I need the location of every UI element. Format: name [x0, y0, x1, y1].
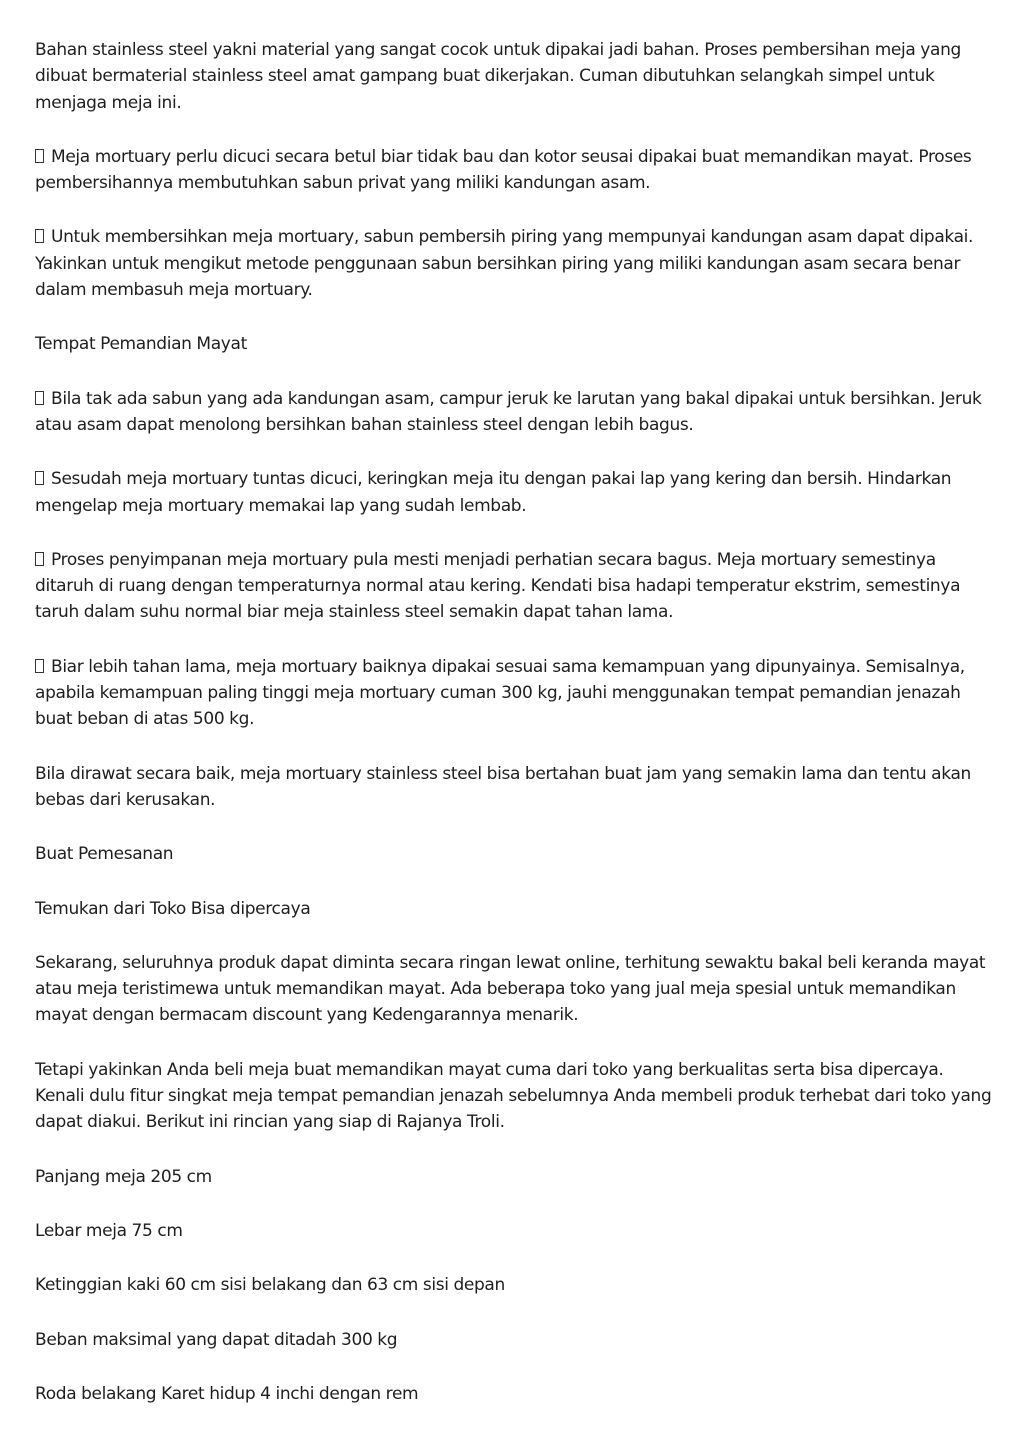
missing-glyph-bullet-icon — [35, 552, 44, 566]
paragraph-text: Bahan stainless steel yakni material yang sangat cocok untuk dipakai jadi bahan. Proses pembersihan meja yang dibuat bermaterial stainless steel amat gampang buat dikerjakan. Cuman dibutuhkan selangkah simpel untuk menjaga meja ini. — [35, 40, 961, 113]
bullet-paragraph — [35, 654, 995, 733]
missing-glyph-bullet-icon — [35, 149, 44, 163]
paragraph-text: Proses penyimpanan meja mortuary pula mesti menjadi perhatian secara bagus. Meja mortuary semestinya ditaruh di ruang dengan temperaturnya normal atau kering. Kendati bisa hadapi temperatur ekstrim, semestinya taruh dalam suhu normal biar meja stainless steel semakin dapat tahan lama. — [35, 549, 961, 623]
paragraph-text: Beban maksimal yang dapat ditadah 300 kg — [35, 1329, 398, 1350]
section-heading — [35, 331, 995, 357]
paragraph — [35, 37, 995, 116]
section-heading — [35, 841, 995, 867]
missing-glyph-bullet-icon — [35, 659, 44, 673]
bullet-paragraph — [35, 386, 995, 439]
paragraph-text: Panjang meja 205 cm — [35, 1166, 212, 1187]
bullet-paragraph — [35, 547, 995, 626]
spec-item — [35, 1381, 995, 1407]
paragraph-text: Bila dirawat secara baik, meja mortuary stainless steel bisa bertahan buat jam yang semakin lama dan tentu akan bebas dari kerusakan. — [35, 763, 971, 810]
paragraph-text: Tetapi yakinkan Anda beli meja buat memandikan mayat cuma dari toko yang berkualitas serta bisa dipercaya. Kenali dulu fitur singkat meja tempat pemandian jenazah sebelumnya Anda membeli produk terhebat dari toko yang dapat diakui. Berikut ini rincian yang siap di Rajanya Troli. — [35, 1059, 992, 1133]
paragraph — [35, 761, 995, 814]
bullet-paragraph — [35, 466, 995, 519]
paragraph-text: Buat Pemesanan — [35, 844, 174, 865]
section-heading — [35, 896, 995, 922]
missing-glyph-bullet-icon — [35, 229, 44, 243]
paragraph-text: Biar lebih tahan lama, meja mortuary baiknya dipakai sesuai sama kemampuan yang dipunyainya. Semisalnya, apabila kemampuan paling tinggi meja mortuary cuman 300 kg, jauhi menggunakan tempat pemandian jenazah buat beban di atas 500 kg. — [35, 656, 965, 730]
paragraph-text: Meja mortuary perlu dicuci secara betul biar tidak bau dan kotor seusai dipakai buat memandikan mayat. Proses pembersihannya membutuhkan sabun privat yang miliki kandungan asam. — [35, 146, 972, 194]
bullet-paragraph — [35, 224, 995, 303]
paragraph-text: Sesudah meja mortuary tuntas dicuci, keringkan meja itu dengan pakai lap yang kering dan bersih. Hindarkan mengelap meja mortuary memakai lap yang sudah lembab. — [35, 469, 952, 516]
paragraph — [35, 1057, 995, 1136]
spec-item — [35, 1272, 995, 1298]
paragraph-text: Sekarang, seluruhnya produk dapat diminta secara ringan lewat online, terhitung sewaktu bakal beli keranda mayat atau meja teristimewa untuk memandikan mayat. Ada beberapa toko yang jual meja spesial untuk memandikan mayat dengan bermacam discount yang Kedengarannya menarik. — [35, 952, 986, 1026]
paragraph-text: Lebar meja 75 cm — [35, 1220, 183, 1241]
paragraph-text: Ketinggian kaki 60 cm sisi belakang dan 63 cm sisi depan — [35, 1275, 505, 1296]
paragraph-text: Temukan dari Toko Bisa dipercaya — [35, 898, 311, 919]
spec-item — [35, 1327, 995, 1353]
paragraph-text: Bila tak ada sabun yang ada kandungan asam, campur jeruk ke larutan yang bakal dipakai untuk bersihkan. Jeruk atau asam dapat menolong bersihkan bahan stainless steel dengan lebih bagus. — [35, 388, 982, 435]
bullet-paragraph — [35, 144, 995, 197]
paragraph-text: Tempat Pemandian Mayat — [35, 334, 247, 355]
document-body — [35, 37, 995, 1435]
spec-item — [35, 1164, 995, 1190]
paragraph — [35, 950, 995, 1029]
missing-glyph-bullet-icon — [35, 391, 44, 405]
spec-item — [35, 1218, 995, 1244]
missing-glyph-bullet-icon — [35, 471, 44, 485]
paragraph-text: Roda belakang Karet hidup 4 inchi dengan rem — [35, 1383, 419, 1404]
paragraph-text: Untuk membersihkan meja mortuary, sabun pembersih piring yang mempunyai kandungan asam dapat dipakai. Yakinkan untuk mengikut metode penggunaan sabun bersihkan piring yang miliki kandungan asam secara benar dalam membasuh meja mortuary. — [35, 227, 974, 301]
